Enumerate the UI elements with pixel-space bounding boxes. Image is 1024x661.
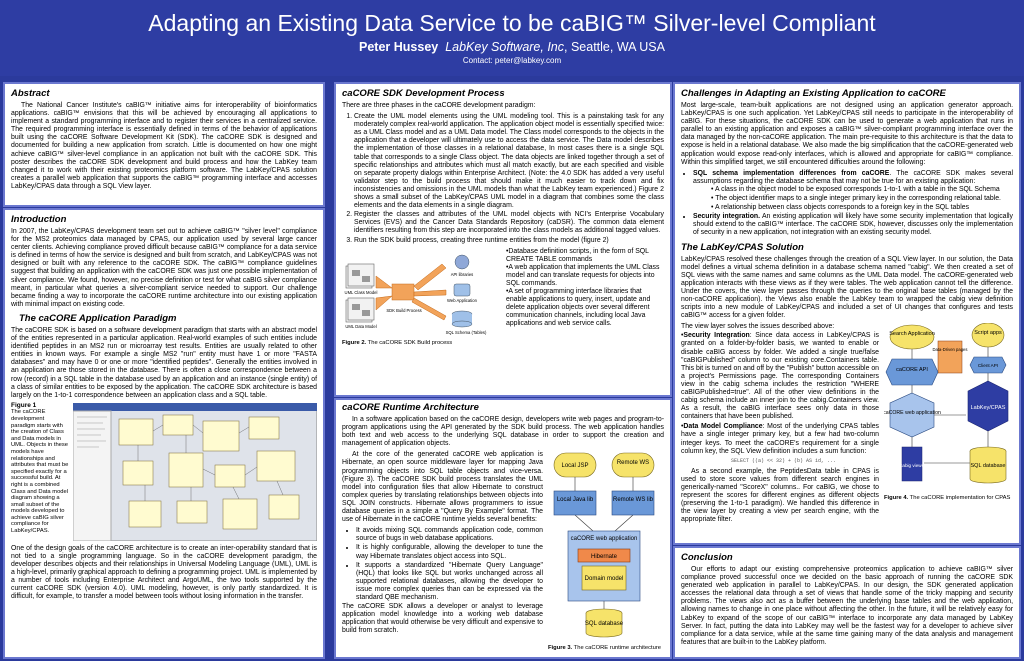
uml-screenshot [73,403,317,541]
solution-heading: The LabKey/CPAS Solution [681,241,804,253]
conclusion-heading: Conclusion [681,552,733,563]
cabig-views-label: cabig views [900,463,924,469]
figure3-caption-label: Figure 3. [548,645,573,652]
challenge-subitem-text: A relationship between class objects corresponds to a foreign key in the SQL tables [714,204,970,212]
challenge-subitem: • A class in the object model to be exposed corresponds 1-to-1 with a table in the SQL Schema [711,185,1000,193]
solution-para1: LabKey/CPAS resolved these challenges through the creation of a SQL View layer. In our solution, the Data model defines a virtual schema definition in a database schema named "cabig". We then created a set of SQL views with the same names and same columns as the UML Data model. The caCORE-generated web application interacts with these views as if they were tables. The web application cannot tell the difference. Under the covers, the view layer passes through the queries to the original base tables (managed by the non-caCORE application). the Views also enable the LabKey team to wrapped the cabig view definition scripts into a new module of LabKey/CPAS and included a set of UI changes that configures and tests caBIG™ access for a given folder. [681,255,1013,320]
figure1-caption-block [11,403,69,541]
sql-schema-label: SQL Schema (Tables) [445,329,487,335]
data-model-text: : Most of the underlying CPAS tables have a single integer primary key, but a few had two-column integer keys. To meet the caCORE's requirement for a single column key, the SQL View definition includes a sum function: [681,423,879,455]
sdk-output-text: A web application that implements the UML Class model and can translate requests for objects into SQL commands. [506,263,660,287]
challenges-panel [673,82,1021,545]
benefit-item: • It is highly configurable, allowing the developer to tune the way Hibernate translates object access into SQL. [356,544,543,560]
data-driven-pages-label: Data-Driven pages [932,347,968,353]
runtime-text-col [342,451,543,652]
figure3 [548,451,664,652]
author-name: Peter Hussey [359,40,439,54]
cacore-api-label: caCORE API [896,367,928,374]
paradigm-heading: The caCORE Application Paradigm [19,312,177,324]
figure2-caption [342,339,502,347]
poster-title: Adapting an Existing Data Service to be caBIG™ Silver-level Compliant [148,10,876,36]
figure2-box [342,248,502,347]
solution-para3: As a second example, the PeptidesData table in CPAS is used to store score values from different search engines in generically-named "ScoreX" columns.. For caBIG, we chose to represent the scores for different engines as different objects (preserving the 1-to-1 paradigm). We handled this difference in the view layer by creating a view per search engine, with the appropriate filter. [681,467,879,524]
challenge-subitem: • A relationship between class objects corresponds to a foreign key in the SQL tables [711,204,970,212]
sql-code: SELECT ((a) << 32) + (b) AS id, ... [731,457,837,464]
web-application-icon [454,284,470,296]
abstract-text: The National Cancer Institute's caBIG™ initiative aims for interoperability of bioinformatics applications. caBIG™ envisions that this will be achieved by encouraging all applications to implement a standard programming interface and to register their services in a centralized service. The required programming interface is essentially defined in terms of the behavior of applications built using the caCORE Software Development Kit (SDK). The caCORE SDK is designed and documented for building a new application from scratch. Little is documented on how one might achieve caBIG™ silver-level compliance in an application not built with the caCORE SDK. This poster describes the caCORE SDK development and build process and how the LabKey team changed it to work with their existing proteomics platform software. The LabKey/CPAS solution creates a parallel web application that supports the caBIG™ programming interface and accesses LabKey/CPAS data through a SQL View layer. [11,102,317,190]
location: , Seattle, WA USA [564,40,665,54]
challenge-item [693,213,1013,237]
benefit-item: • It avoids mixing SQL commands application code, common source of bugs in web database applications. [356,527,543,543]
challenge-subitem: • The object identifier maps to a single integer primary key in the corresponding relational table. [711,195,1001,203]
remote-ws-lib-label: Remote WS lib [612,497,654,504]
sql-database-label: SQL database [970,463,1006,470]
figure2 [342,248,664,347]
uml-data-model-label: UML Data Model [345,323,377,329]
sdk-step: 1. Create the UML model elements using the UML modeling tool. This is a painstaking task for any moderately complex real-world application. The application object model is essentially specified twice: as a UML Class model and as a UML Data model. The Class model corresponds to the objects in the application that a developer will ultimately use to access the data service. The Data model describes the implementation of those classes in a relational database, In most cases there is a single SQL table that corresponds to a single Class object. The data objects are linked together through a set of specific relationships and attributes which must all match exactly, but are each specified and visible on separate property dialogs within Enterprise Architect. (Note: the 4.0 SDK has added a very useful validator step to the build process that should make it much easier to track down and fix inconsistencies and omissions in the UML models than what the LabKey team experienced.) Figure 2 shows a small subset of the LabKey/CPAS UML model in a diagram that combines some the class elements and the data elements in a single diagram. [354,113,664,210]
challenge-subitem-text: A class in the object model to be exposed corresponds 1-to-1 with a table in the SQL Schema [714,185,1000,193]
introduction-panel [3,208,325,659]
runtime-diagram [548,451,664,641]
challenge-title: SQL schema implementation differences from caCORE [693,169,890,177]
sdk-build-diagram [342,248,502,336]
figure3-caption-text: The caCORE runtime architecture [572,645,661,652]
runtime-heading: caCORE Runtime Architecture [342,402,479,413]
runtime-para3: The caCORE SDK allows a developer or analyst to leverage application model knowledge into a working web database application that would otherwise be very difficult and expensive to build from scratch. [342,603,543,635]
sdk-step: 2. Register the classes and attributes of the UML model objects with NCI's Enterprise Vocabulary Services (EVS) and the Cancer Data Standards Repository (caDSR). The common data element identifiers resulting from this step are incorporated into the class models as additional tagged values. [354,211,664,235]
sdk-step: 3. Run the SDK build process, creating three runtime entities from the model (figure 2) [354,237,664,245]
introduction-heading: Introduction [11,214,67,225]
figure2-caption-text: The caCORE SDK Build process [366,339,453,346]
affiliation: LabKey Software, Inc [445,40,565,54]
introduction-text: In 2007, the LabKey/CPAS development team set out to achieve caBIG™ "silver level" compliance for the MS2 proteomics data managed by CPAS, our application used by several large cancer center clients. Achieving compliance proved difficult because caBIG™ compliance for a data service is defined in terms of how the service is designed and built from scratch, and LabKey/CPAS was not designed or built with any reference to the caCORE SDK. The caBIG™ compliance guidelines suggest that building an application with the caCORE SDK was just one possible implementation of silver compliance. We found, however, no precise definition or test for what caBIG silver compliance meant, in particular what queries a silver-compliant service needed to support. Our challenge became finding a way to incorporate the caCORE runtime architecture into our existing application with minimal impact on existing code. [11,228,317,308]
hibernate-label: Hibernate [590,554,618,561]
runtime-para2: At the core of the generated caCORE web application is Hibernate, an open source middleware layer for mapping Java programming objects into SQL table objects and vice-versa. (Figure 3). The caCORE SDK build process translates the UML model into configuration files that allow Hibernate to construct complex queries by translating relationships between objects into SQL JOIN constructs. Hibernate allows programmers to issue database queries in a simple a "Query By Example" format. The use of Hibernate in the caCORE runtime yields several benefits: [342,451,543,524]
local-java-lib-box [554,491,596,515]
sql-database-label: SQL database [584,621,624,628]
poster-header [0,0,1024,76]
uml-class-model-label: UML Class Model [344,289,378,295]
paradigm-para1: The caCORE SDK is based on a software development paradigm that starts with an abstract model of the entities represented in a particular application. Real-world examples of such entities include identified peptides in an MS2 run or microarray test results. Entities are usually related to other entities in known ways. For example a single MS2 "run" entity must have 1 or more "FASTA databases" and may have 0 or one or more "identified peptides". Generally the entities involved in an application are those stored in the database. There is often a close correspondence between a row (record) in a SQL table in the database used by an application and an instance (single entity) of a class of similar entities to be exposed by the application. The caCORE SDK architecture is based largely on the 1-to-1 correspondence between an application class and a SQL table. [11,326,317,399]
cpas-diagram [884,323,1010,491]
cacore-webapp-label: caCORE web application [570,536,638,543]
local-jsp-label: Local JSP [561,463,589,470]
data-model-compliance: •Data Model Compliance: Most of the underlying CPAS tables have a single integer primary key, but a few had two-column integer keys. To meet the caCORE's requirement for a single column key, the SQL View definition includes a sum function: [681,423,879,455]
sdk-output-text: Database definition scripts, in the form of SQL CREATE TABLE commands [506,247,649,263]
challenges-list [681,170,1013,238]
security-text: : Since data access in LabKey/CPAS is granted on a folder-by-folder basis, we wanted to enable or disable caBIG access by folder. We added a single true/false "caBIGPublished" column to our existing core.Containers table. This bit is turned on and off by the "Publish" button accessible on a project's Permissions page. The corresponding Containers view in the cabig schema includes the restriction "WHERE caBIGPublished=true". All of the other view definitions in the cabig schema include an inner join to the cabig.Containers view. As a result, the caBIG interface sees only data in those containers that have been published. [681,332,879,421]
sdk-process-panel [334,82,672,397]
figure3-caption [548,644,664,652]
sdk-output-item: •Database definition scripts, in the form of SQL CREATE TABLE commands [506,247,649,263]
domain-model-label: Domain model [584,576,624,583]
figure4-caption-label: Figure 4. [884,495,909,502]
data-driven-pages-node [938,341,962,373]
search-application-label: Search Application [889,331,935,338]
security-integration: •Security Integration: Since data access in LabKey/CPAS is granted on a folder-by-folder basis, we wanted to enable or disable caBIG access by folder. We added a single true/false "caBIGPublished" column to our existing core.Containers table. This bit is turned on and off by the "Publish" button accessible on a project's Permissions page. The corresponding Containers view in the cabig schema includes the restriction "WHERE caBIGPublished=true". All of the other view definitions in the cabig schema include an inner join to the cabig.Containers view. As a result, the caBIG interface sees only data in those containers that have been published. [681,332,879,421]
challenges-text: Most large-scale, team-built applications are not designed using an application generator approach. LabKey/CPAS is one such application. Yet LabKey/CPAS still needs to participate in the interoperability of caBIG. For these situations, the caCORE SDK can be used to generate a web application that runs in parallel to an existing application and exposes a caBIG™ silver-compliant programming interface over the data managed by the non-caCORE application. The main pre-requisite to this architecture is that the data to expose is held in a relational database. We also made the big simplification that the caCORE-generated web application would expose read-only interfaces, which is allowed and appropriate for caBIG™ compliance. Within this simplified target, we still encountered difficulties around the following: [681,102,1013,166]
conclusion-text: Our efforts to adapt our existing comprehensive proteomics application to achieve caBIG™ silver compliance proved successful once we decided on the basic approach of running the caCORE SDK generated web application in parallel to LabKey/CPAS. In our design, the SDK generated application accesses the relational data through a set of views that handle some of the tricky mapping and security problems. The views also act as a buffer between the underlying base tables and the web application, allowing names to change in one place without affecting the other. In the future, it will be relatively easy for LabKey to expand of the scope of our caBIG™ interface to incorporate any data managed by LabKey Server. In fact, putting the data into LabKey may well be the fastest way for a developer to achieve silver compliance for a data service, while at the same time gaining many of the data analysis and management features that are built-in to the LabKey platform. [681,566,1013,646]
paradigm-para2: One of the design goals of the caCORE architecture is to create an inter-operability standard that is not tied to a single programming language. So in the caCORE development paradigm, the developer describes objects and their relationships in Universal Modeling Language (UML), UML is a high-level, primarily graphical approach to defining a programming project. UML is implemented by a number of tools including Enterprise Architect and ArgoUML, the two tools supported by the current caCORE SDK (version 4.0). UML modeling, however, is only partly standardized. It is difficult, for example, to transfer a model between tools without losing information in the transfer. [11,544,317,601]
challenge-text: An existing application will likely have some security implementation that logically should extend to the caBIG™ interface. The caCORE SDK, however, discusses only the implementation of security in a new application, not integration with an existing security model. [693,213,1013,237]
challenge-item [693,170,1013,212]
challenges-heading: Challenges in Adapting an Existing Application to caCORE [681,88,946,99]
sdk-build-arrow [392,284,414,300]
api-libraries-icon [455,255,469,269]
labkey-cpas-label: LabKey/CPAS [970,405,1006,412]
figure1 [11,403,317,541]
benefit-item: • It supports a standardized "Hibernate Query Language" (HQL) that looks like SQL but works unchanged across all supported relational databases, allowing the developer to issue more complex queries than can be expressed via the standard QBE mechanism. [356,562,543,602]
abstract-panel [3,82,325,207]
sdk-output-item: •A set of programming interface libraries that enable applications to query, insert, update and delete application objects over several different communication channels, including local Java applications and web service calls. [506,288,651,328]
search-application-node [890,325,934,349]
conclusion-panel [673,546,1021,659]
runtime-para1: In a software application based on the caCORE design, developers write web pages and program-to-program applications using the API generated by the SDK build process. The web application handles both text and web access to the underlying SQL database in order to support the creation and management of application objects. [342,416,664,448]
client-api-label: Client API [977,363,999,369]
sdk-process-intro: There are three phases in the caCORE development paradigm: [342,102,536,109]
sdk-output-text: A set of programming interface libraries that enable applications to query, insert, update and delete application objects over several different communication channels, including local Java applications and web service calls. [506,288,651,328]
local-java-lib-label: Local Java lib [556,497,594,504]
challenge-subitem-text: The object identifier maps to a single integer primary key in the corresponding relational table. [715,195,1001,203]
security-title: Security Integration [683,332,750,340]
sdk-process-heading: caCORE SDK Development Process [342,88,505,99]
data-model-title: Data Model Compliance [683,423,763,431]
solution-text-col [681,323,879,527]
solution-para2: The view layer solves the issues described above: [681,323,835,331]
challenge-subitems [693,186,1013,212]
sdk-outputs [506,248,664,347]
contact: Contact: peter@labkey.com [462,56,562,65]
sdk-build-label: SDK Build Process [386,307,422,313]
abstract-heading: Abstract [11,88,50,99]
challenge-title: Security integration. [693,213,761,221]
figure4 [884,323,1013,527]
script-apps-label: Script apps [974,330,1002,337]
figure4-caption [884,494,1013,502]
sdk-output-item: •A web application that implements the UML Class model and can translate requests for objects into SQL commands. [506,263,660,287]
figure1-label: Figure 1 [11,401,37,409]
api-libraries-label: API libraries [450,271,474,277]
cacore-webapp-label: caCORE web application [884,410,941,417]
author-line [0,40,1024,54]
challenge-text: . The caCORE SDK makes several assumptions regarding the database schema that may not be true for an existing application: [693,169,1013,185]
figure2-caption-label: Figure 2. [342,339,367,346]
web-application-label: Web Application [447,297,477,303]
runtime-panel [334,398,672,659]
figure1-caption: The caCORE development paradigm starts with the creation of Class and Data models in UML. Objects in these models have relationships and attributes that must be specified exactly for a successful build. At right is a combined Class and Data model diagram showing a small subset of the models developed to achieve caBIG silver compliance for LabKey/CPAS. [11,409,69,535]
hibernate-benefits [342,527,543,602]
remote-ws-lib-box [612,491,654,515]
remote-ws-label: Remote WS [616,460,650,467]
sdk-steps [342,113,664,245]
figure4-caption-text: The caCORE implementation for CPAS [908,495,1011,502]
